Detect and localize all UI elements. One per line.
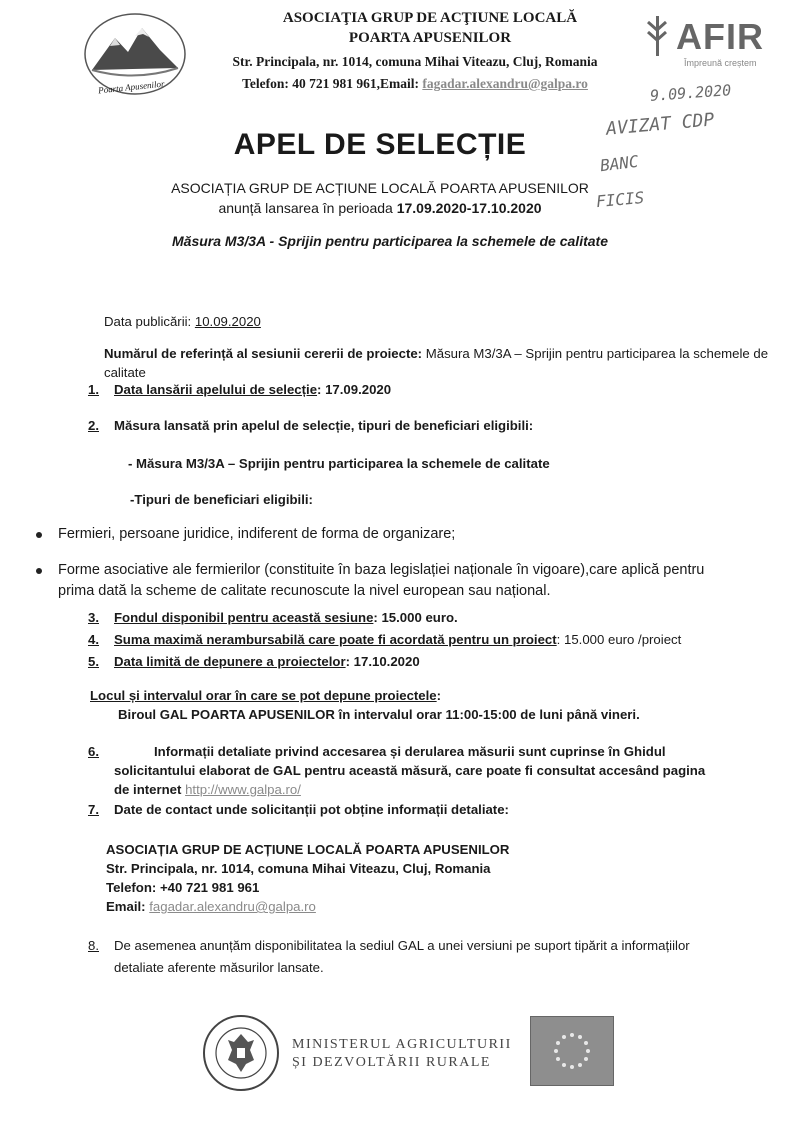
item-6-prefix: de internet — [114, 782, 186, 797]
item-2-sub-beneficiaries: -Tipuri de beneficiari eligibili: — [130, 492, 313, 507]
item-6-line2: solicitantului elaborat de GAL pentru această măsură, care poate fi consultat accesând pagina — [114, 763, 706, 778]
reference-number — [104, 344, 784, 382]
eu-stars-icon — [531, 1017, 613, 1085]
ministry-line1: MINISTERUL AGRICULTURII — [292, 1037, 512, 1052]
bullet-2-line2: prima dată la scheme de calitate recunoscute la nivel european sau național. — [58, 583, 551, 599]
announce-period — [140, 200, 620, 216]
item-5-value: : 17.10.2020 — [345, 654, 420, 669]
org-name-line1: ASOCIAŢIA GRUP DE ACŢIUNE LOCALĂ — [282, 10, 578, 26]
item-6-line3 — [114, 780, 301, 799]
afir-subtitle: Împreună creștem — [684, 58, 757, 68]
location-value: Biroul GAL POARTA APUSENILOR în intervalul orar 11:00-15:00 de luni până vineri. — [118, 707, 640, 722]
item-number: 1. — [88, 382, 99, 397]
logo-caption: Poarta Apusenilor — [97, 78, 165, 96]
item-2 — [88, 416, 533, 435]
item-1-label: Data lansării apelului de selecție — [114, 382, 318, 397]
item-number: 6. — [88, 744, 99, 759]
item-number: 2. — [88, 418, 99, 433]
reference-value: Măsura M3/3A – Sprijin pentru participarea la schemele de — [425, 346, 769, 361]
item-7 — [88, 800, 509, 819]
handwritten-note-2: BANC — [598, 151, 640, 176]
publication-label: Data publicării: — [104, 314, 195, 329]
item-number: 7. — [88, 802, 99, 817]
measure-title: Măsura M3/3A - Sprijin pentru participarea la schemele de calitate — [172, 233, 608, 249]
contact-org: ASOCIAȚIA GRUP DE ACȚIUNE LOCALĂ POARTA APUSENILOR — [106, 842, 510, 857]
handwritten-note-1: AVIZAT CDP — [605, 109, 716, 140]
announce-prefix: anunță lansarea în perioada — [218, 200, 397, 216]
item-6-line1: Informații detaliate privind accesarea și derularea măsurii sunt cuprinse în Ghidul — [154, 744, 666, 759]
org-address: Str. Principala, nr. 1014, comuna Mihai Viteazu, Cluj, Romania — [232, 54, 598, 69]
item-3 — [88, 608, 458, 627]
item-number: 4. — [88, 632, 99, 647]
item-number: 3. — [88, 610, 99, 625]
contact-block — [106, 840, 509, 916]
item-4-value: : 15.000 euro /proiect — [556, 632, 682, 647]
contact-email-label: Email: — [106, 899, 150, 914]
item-7-text: Date de contact unde solicitanții pot obține informații detaliate: — [114, 802, 509, 817]
item-6 — [88, 742, 778, 761]
item-1-value: : 17.09.2020 — [317, 382, 392, 397]
org-contact — [190, 76, 640, 92]
item-2-sub-measure: - Măsura M3/3A – Sprijin pentru participarea la schemele de calitate — [128, 456, 550, 471]
item-number: 5. — [88, 654, 99, 669]
page-title: APEL DE SELECȚIE — [233, 128, 527, 161]
ministry-line2: ȘI DEZVOLTĂRII RURALE — [292, 1055, 491, 1070]
item-2-text: Măsura lansată prin apelul de selecție, tipuri de beneficiari eligibili: — [114, 418, 534, 433]
item-number: 8. — [88, 938, 99, 953]
item-5 — [88, 652, 420, 671]
item-3-value: : 15.000 euro. — [373, 610, 458, 625]
bullet-2-line1: Forme asociative ale fermierilor (constituite în baza legislației naționale în vigoare),care aplică pentru — [58, 562, 705, 578]
item-8-line2: detaliate aferente măsurilor lansate. — [114, 960, 324, 975]
afir-logo — [646, 14, 668, 63]
announce-org: ASOCIAȚIA GRUP DE ACȚIUNE LOCALĂ POARTA APUSENILOR — [171, 180, 589, 196]
item-5-label: Data limită de depunere a proiectelor — [114, 654, 346, 669]
item-3-label: Fondul disponibil pentru această sesiune — [114, 610, 374, 625]
bullet-icon — [36, 532, 42, 538]
reference-label: Numărul de referință al sesiunii cererii de proiecte: — [104, 346, 426, 361]
contact-email-link[interactable]: fagadar.alexandru@galpa.ro — [149, 899, 316, 914]
eu-flag — [530, 1016, 614, 1086]
bullet-icon — [36, 568, 42, 574]
coat-of-arms-icon — [202, 1014, 280, 1092]
submission-location — [90, 686, 441, 705]
item-8 — [88, 936, 788, 955]
contact-email-row — [106, 897, 509, 916]
period-dates: 17.09.2020-17.10.2020 — [396, 200, 542, 216]
org-email-link[interactable]: fagadar.alexandru@galpa.ro — [422, 76, 588, 91]
item-4-label: Suma maximă nerambursabilă care poate fi acordată pentru un proiect — [114, 632, 557, 647]
location-colon: : — [436, 688, 442, 703]
contact-phone: Telefon: +40 721 981 961 — [106, 880, 260, 895]
handwritten-date: 9.09.2020 — [649, 81, 732, 105]
item-1 — [88, 380, 391, 399]
org-phone: Telefon: 40 721 981 961,Email: — [242, 76, 423, 91]
item-8-line1: De asemenea anunțăm disponibilitatea la sediul GAL a unei versiuni pe suport tipărit a informațiilor — [114, 938, 690, 953]
reference-value-cont: calitate — [104, 365, 146, 380]
wheat-icon — [646, 14, 668, 58]
afir-brand: AFIR — [676, 16, 764, 57]
contact-address: Str. Principala, nr. 1014, comuna Mihai Viteazu, Cluj, Romania — [106, 861, 491, 876]
publication-date — [104, 312, 261, 331]
website-link[interactable]: http://www.galpa.ro/ — [185, 782, 301, 797]
item-4 — [88, 630, 681, 649]
handwritten-note-3: FICIS — [595, 187, 645, 212]
org-name-line2: POARTA APUSENILOR — [348, 30, 512, 46]
publication-value: 10.09.2020 — [194, 314, 261, 329]
bullet-2 — [58, 560, 788, 602]
location-label: Locul și intervalul orar în care se pot depune proiectele — [90, 688, 437, 703]
bullet-1: Fermieri, persoane juridice, indiferent de forma de organizare; — [58, 526, 456, 542]
government-seal — [202, 1014, 280, 1092]
